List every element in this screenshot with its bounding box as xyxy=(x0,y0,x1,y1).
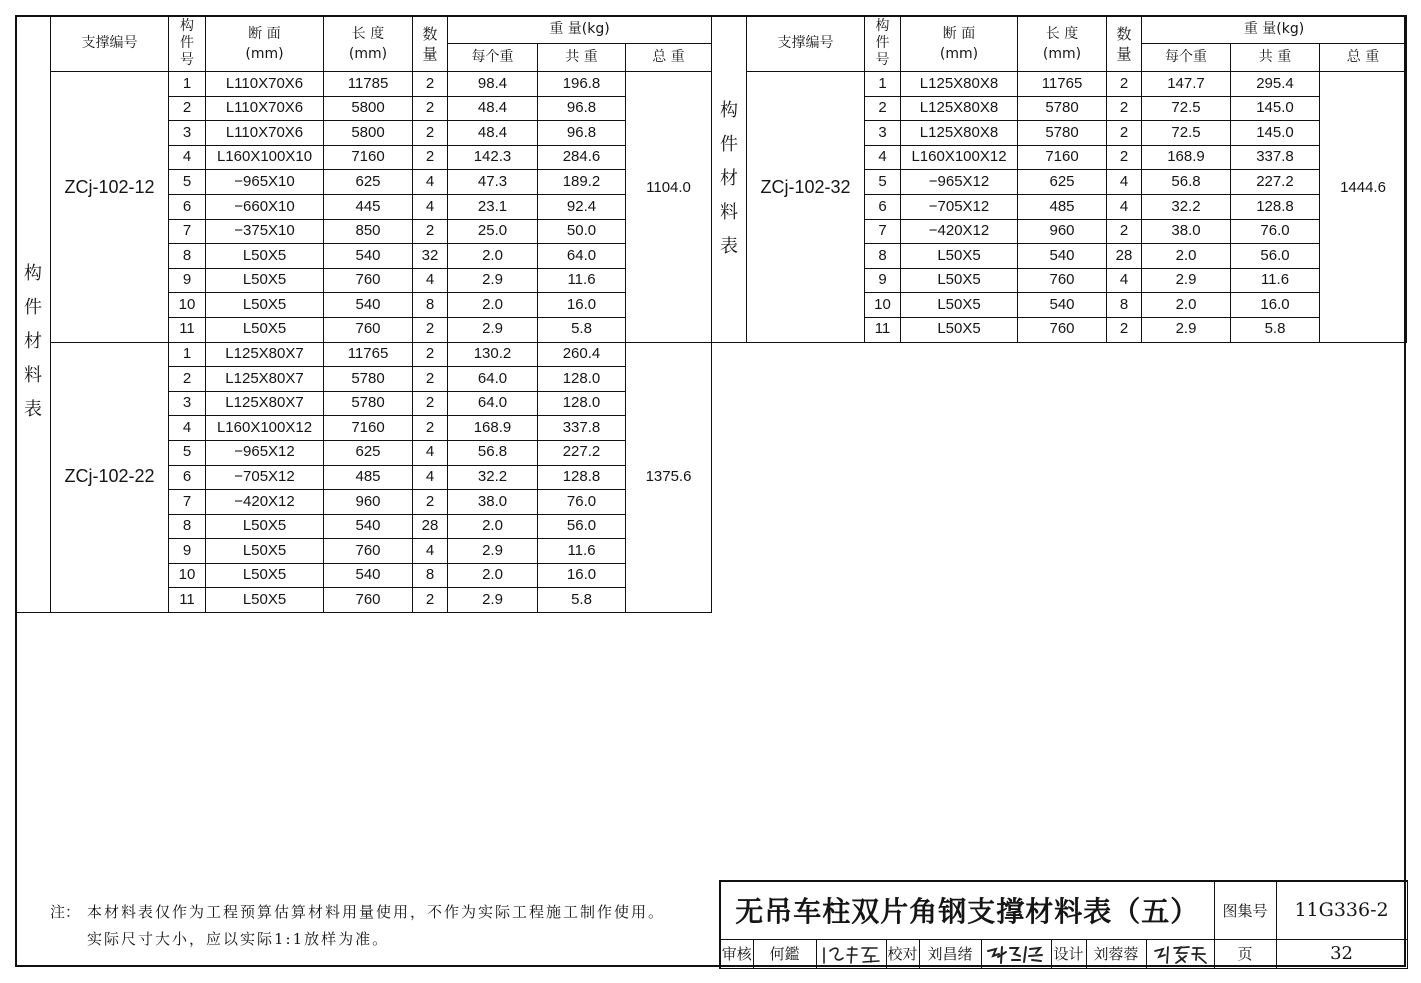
length-unit: (mm) xyxy=(348,45,388,62)
title-row xyxy=(720,881,1407,939)
quantity: 2 xyxy=(1107,72,1142,97)
unit-weight: 23.1 xyxy=(448,194,538,219)
sum-weight: 16.0 xyxy=(538,563,626,588)
length-header-text: 长 度 xyxy=(351,25,385,42)
sum-weight: 128.0 xyxy=(538,391,626,416)
atlas-no-label: 图集号 xyxy=(1214,881,1276,939)
quantity: 2 xyxy=(413,219,448,244)
length-header xyxy=(1018,16,1107,72)
unit-weight: 72.5 xyxy=(1142,96,1231,121)
unit-weight: 48.4 xyxy=(448,121,538,146)
length: 485 xyxy=(324,465,413,490)
quantity: 2 xyxy=(413,588,448,613)
unit-weight: 2.0 xyxy=(1142,244,1231,269)
part-no: 11 xyxy=(169,588,206,613)
quantity: 2 xyxy=(413,391,448,416)
length: 540 xyxy=(324,244,413,269)
unit-weight: 2.9 xyxy=(448,539,538,564)
sum-weight: 76.0 xyxy=(1231,219,1320,244)
length: 5780 xyxy=(1018,96,1107,121)
unit-weight: 2.0 xyxy=(448,563,538,588)
table-side-label-cell xyxy=(712,16,747,343)
sum-weight: 11.6 xyxy=(538,268,626,293)
table-row xyxy=(712,72,1407,97)
unit-weight: 2.9 xyxy=(1142,268,1231,293)
sum-weight: 227.2 xyxy=(538,440,626,465)
length: 485 xyxy=(1018,194,1107,219)
unit-weight: 32.2 xyxy=(448,465,538,490)
table-row xyxy=(16,72,712,97)
part-no: 4 xyxy=(169,416,206,441)
unit-weight: 130.2 xyxy=(448,342,538,367)
sum-weight: 64.0 xyxy=(538,244,626,269)
brace-no-header: 支撑编号 xyxy=(51,16,169,72)
unit-weight: 2.9 xyxy=(1142,317,1231,342)
note-prefix: 注： xyxy=(50,903,81,921)
weight-header: 重 量(kg) xyxy=(1142,16,1407,44)
section: −420X12 xyxy=(206,490,324,515)
quantity: 2 xyxy=(413,416,448,441)
section: L50X5 xyxy=(206,588,324,613)
part-no: 2 xyxy=(169,367,206,392)
quantity: 2 xyxy=(413,317,448,342)
section: L50X5 xyxy=(206,539,324,564)
quantity: 8 xyxy=(1107,293,1142,318)
sum-weight-header: 共 重 xyxy=(538,44,626,72)
sum-weight: 5.8 xyxy=(538,588,626,613)
unit-weight: 168.9 xyxy=(448,416,538,441)
page-label: 页 xyxy=(1214,939,1276,968)
reviewer-label: 审核 xyxy=(720,939,753,968)
quantity: 4 xyxy=(413,465,448,490)
unit-weight-header: 每个重 xyxy=(448,44,538,72)
checker-name: 刘昌绪 xyxy=(919,939,981,968)
table-side-label: 构件材料表 xyxy=(720,99,738,257)
length: 11765 xyxy=(1018,72,1107,97)
sum-weight: 145.0 xyxy=(1231,96,1320,121)
length: 760 xyxy=(1018,268,1107,293)
sum-weight: 16.0 xyxy=(538,293,626,318)
part-no: 3 xyxy=(169,391,206,416)
sum-weight: 227.2 xyxy=(1231,170,1320,195)
sum-weight: 76.0 xyxy=(538,490,626,515)
sum-weight: 284.6 xyxy=(538,145,626,170)
quantity: 2 xyxy=(413,121,448,146)
quantity: 4 xyxy=(1107,194,1142,219)
brace-no-header: 支撑编号 xyxy=(747,16,865,72)
length: 540 xyxy=(324,293,413,318)
part-no-header-text: 构件号 xyxy=(180,18,194,68)
page-number: 32 xyxy=(1276,939,1407,968)
total-weight: 1375.6 xyxy=(626,342,712,613)
length: 540 xyxy=(1018,244,1107,269)
quantity: 2 xyxy=(413,145,448,170)
length: 540 xyxy=(324,514,413,539)
section: L50X5 xyxy=(206,293,324,318)
part-no: 7 xyxy=(169,490,206,515)
quantity: 28 xyxy=(1107,244,1142,269)
length: 7160 xyxy=(324,145,413,170)
table-side-label: 构件材料表 xyxy=(24,263,42,421)
quantity: 4 xyxy=(413,539,448,564)
length: 7160 xyxy=(324,416,413,441)
part-no: 5 xyxy=(169,440,206,465)
unit-weight: 2.0 xyxy=(448,514,538,539)
unit-weight: 56.8 xyxy=(1142,170,1231,195)
weight-header: 重 量(kg) xyxy=(448,16,712,44)
section: L160X100X12 xyxy=(901,145,1018,170)
sum-weight: 50.0 xyxy=(538,219,626,244)
length: 960 xyxy=(324,490,413,515)
quantity: 2 xyxy=(1107,96,1142,121)
sum-weight: 92.4 xyxy=(538,194,626,219)
sum-weight: 16.0 xyxy=(1231,293,1320,318)
length: 960 xyxy=(1018,219,1107,244)
quantity: 2 xyxy=(1107,219,1142,244)
unit-weight: 56.8 xyxy=(448,440,538,465)
quantity: 4 xyxy=(413,194,448,219)
section: −375X10 xyxy=(206,219,324,244)
checker-label: 校对 xyxy=(886,939,919,968)
part-no: 2 xyxy=(865,96,901,121)
sum-weight: 260.4 xyxy=(538,342,626,367)
quantity: 2 xyxy=(1107,145,1142,170)
section: −965X12 xyxy=(901,170,1018,195)
length: 760 xyxy=(324,539,413,564)
signature-row xyxy=(720,939,1407,968)
unit-weight: 168.9 xyxy=(1142,145,1231,170)
section: L110X70X6 xyxy=(206,121,324,146)
unit-weight-header: 每个重 xyxy=(1142,44,1231,72)
reviewer-signature-cell xyxy=(816,939,886,968)
unit-weight: 72.5 xyxy=(1142,121,1231,146)
atlas-no: 11G336-2 xyxy=(1276,881,1407,939)
quantity-header xyxy=(413,16,448,72)
quantity: 28 xyxy=(413,514,448,539)
length: 850 xyxy=(324,219,413,244)
part-no: 1 xyxy=(169,342,206,367)
sum-weight: 295.4 xyxy=(1231,72,1320,97)
unit-weight: 2.0 xyxy=(1142,293,1231,318)
quantity: 4 xyxy=(413,268,448,293)
checker-signature-cell xyxy=(981,939,1051,968)
header-row-1 xyxy=(712,16,1407,44)
section: L50X5 xyxy=(206,514,324,539)
length: 625 xyxy=(324,440,413,465)
section: L50X5 xyxy=(206,317,324,342)
table-side-label-cell xyxy=(16,16,51,613)
sum-weight: 56.0 xyxy=(1231,244,1320,269)
total-weight-header: 总 重 xyxy=(1320,44,1407,72)
total-weight: 1104.0 xyxy=(626,72,712,343)
section: L160X100X12 xyxy=(206,416,324,441)
sum-weight: 128.8 xyxy=(1231,194,1320,219)
section: −705X12 xyxy=(206,465,324,490)
part-no: 4 xyxy=(865,145,901,170)
quantity: 2 xyxy=(413,342,448,367)
section: −660X10 xyxy=(206,194,324,219)
length: 5800 xyxy=(324,121,413,146)
section: L50X5 xyxy=(206,563,324,588)
section: L125X80X8 xyxy=(901,96,1018,121)
part-no: 8 xyxy=(865,244,901,269)
length: 760 xyxy=(324,588,413,613)
unit-weight: 64.0 xyxy=(448,391,538,416)
part-no: 6 xyxy=(169,465,206,490)
quantity: 8 xyxy=(413,563,448,588)
quantity: 2 xyxy=(413,96,448,121)
notes xyxy=(50,899,665,953)
quantity: 8 xyxy=(413,293,448,318)
sum-weight: 56.0 xyxy=(538,514,626,539)
unit-weight: 64.0 xyxy=(448,367,538,392)
section: −705X12 xyxy=(901,194,1018,219)
sum-weight: 96.8 xyxy=(538,96,626,121)
note-line-1 xyxy=(50,899,665,926)
unit-weight: 2.9 xyxy=(448,588,538,613)
brace-code: ZCj-102-32 xyxy=(747,72,865,343)
sum-weight: 189.2 xyxy=(538,170,626,195)
section: L125X80X7 xyxy=(206,367,324,392)
unit-weight: 25.0 xyxy=(448,219,538,244)
unit-weight: 2.9 xyxy=(448,268,538,293)
note-text-2: 实际尺寸大小，应以实际1:1放样为准。 xyxy=(87,930,390,948)
length: 445 xyxy=(324,194,413,219)
part-no: 11 xyxy=(865,317,901,342)
part-no: 1 xyxy=(169,72,206,97)
part-no: 8 xyxy=(169,514,206,539)
unit-weight: 38.0 xyxy=(448,490,538,515)
part-no: 10 xyxy=(169,563,206,588)
quantity: 2 xyxy=(413,72,448,97)
section: L125X80X8 xyxy=(901,121,1018,146)
section: −965X12 xyxy=(206,440,324,465)
length: 11765 xyxy=(324,342,413,367)
section: L125X80X7 xyxy=(206,391,324,416)
length: 625 xyxy=(1018,170,1107,195)
sum-weight: 96.8 xyxy=(538,121,626,146)
section-unit: (mm) xyxy=(245,45,284,62)
part-no: 5 xyxy=(865,170,901,195)
part-no: 9 xyxy=(169,539,206,564)
part-no: 4 xyxy=(169,145,206,170)
quantity: 2 xyxy=(413,490,448,515)
brace-code: ZCj-102-22 xyxy=(51,342,169,613)
sum-weight: 5.8 xyxy=(1231,317,1320,342)
designer-label: 设计 xyxy=(1051,939,1086,968)
left-material-table xyxy=(15,15,712,613)
sum-weight: 128.0 xyxy=(538,367,626,392)
part-no: 2 xyxy=(169,96,206,121)
sum-weight: 337.8 xyxy=(538,416,626,441)
sum-weight: 196.8 xyxy=(538,72,626,97)
sum-weight: 337.8 xyxy=(1231,145,1320,170)
section: L50X5 xyxy=(901,268,1018,293)
quantity: 4 xyxy=(413,440,448,465)
section-unit: (mm) xyxy=(939,45,979,62)
sum-weight: 128.8 xyxy=(538,465,626,490)
section-header-text: 断 面 xyxy=(942,25,976,42)
reviewer-signature xyxy=(819,942,883,966)
section: L160X100X10 xyxy=(206,145,324,170)
unit-weight: 48.4 xyxy=(448,96,538,121)
part-no-header xyxy=(169,16,206,72)
title-block xyxy=(719,880,1408,969)
part-no: 5 xyxy=(169,170,206,195)
unit-weight: 2.0 xyxy=(448,244,538,269)
brace-code: ZCj-102-12 xyxy=(51,72,169,343)
note-line-2 xyxy=(50,926,665,953)
unit-weight: 2.0 xyxy=(448,293,538,318)
part-no: 6 xyxy=(865,194,901,219)
part-no: 8 xyxy=(169,244,206,269)
quantity-header-text: 数量 xyxy=(1116,24,1132,63)
section: L50X5 xyxy=(206,268,324,293)
part-no: 11 xyxy=(169,317,206,342)
length: 540 xyxy=(324,563,413,588)
section: L110X70X6 xyxy=(206,72,324,97)
unit-weight: 38.0 xyxy=(1142,219,1231,244)
section: L50X5 xyxy=(901,244,1018,269)
quantity: 32 xyxy=(413,244,448,269)
part-no: 6 xyxy=(169,194,206,219)
part-no: 7 xyxy=(169,219,206,244)
length-unit: (mm) xyxy=(1042,45,1082,62)
section: −420X12 xyxy=(901,219,1018,244)
section: L50X5 xyxy=(901,317,1018,342)
length: 11785 xyxy=(324,72,413,97)
part-no-header xyxy=(865,16,901,72)
section: L110X70X6 xyxy=(206,96,324,121)
quantity: 4 xyxy=(1107,170,1142,195)
part-no: 1 xyxy=(865,72,901,97)
length: 7160 xyxy=(1018,145,1107,170)
length: 540 xyxy=(1018,293,1107,318)
sum-weight: 11.6 xyxy=(538,539,626,564)
quantity: 2 xyxy=(413,367,448,392)
sum-weight: 5.8 xyxy=(538,317,626,342)
unit-weight: 147.7 xyxy=(1142,72,1231,97)
length: 5780 xyxy=(1018,121,1107,146)
part-no-header-text: 构件号 xyxy=(875,18,890,68)
part-no: 10 xyxy=(169,293,206,318)
section: L50X5 xyxy=(206,244,324,269)
part-no: 3 xyxy=(169,121,206,146)
quantity: 2 xyxy=(1107,121,1142,146)
section: L125X80X8 xyxy=(901,72,1018,97)
header-row-1 xyxy=(16,16,712,44)
part-no: 3 xyxy=(865,121,901,146)
sum-weight: 145.0 xyxy=(1231,121,1320,146)
drawing-title: 无吊车柱双片角钢支撑材料表（五） xyxy=(720,881,1214,939)
reviewer-name: 何鑑 xyxy=(753,939,816,968)
section-header-text: 断 面 xyxy=(248,25,281,42)
designer-name: 刘蓉蓉 xyxy=(1086,939,1146,968)
length: 760 xyxy=(324,317,413,342)
designer-signature-cell xyxy=(1146,939,1214,968)
right-material-table xyxy=(711,15,1407,343)
section: −965X10 xyxy=(206,170,324,195)
table-row xyxy=(16,342,712,367)
length: 5780 xyxy=(324,367,413,392)
unit-weight: 2.9 xyxy=(448,317,538,342)
part-no: 9 xyxy=(865,268,901,293)
unit-weight: 32.2 xyxy=(1142,194,1231,219)
note-text-1: 本材料表仅作为工程预算估算材料用量使用，不作为实际工程施工制作使用。 xyxy=(87,903,666,921)
part-no: 7 xyxy=(865,219,901,244)
sum-weight-header: 共 重 xyxy=(1231,44,1320,72)
section: L50X5 xyxy=(901,293,1018,318)
length: 5800 xyxy=(324,96,413,121)
section-header xyxy=(206,16,324,72)
quantity: 4 xyxy=(1107,268,1142,293)
section-header xyxy=(901,16,1018,72)
part-no: 10 xyxy=(865,293,901,318)
checker-signature xyxy=(984,942,1048,966)
unit-weight: 142.3 xyxy=(448,145,538,170)
part-no: 9 xyxy=(169,268,206,293)
designer-signature xyxy=(1149,942,1211,966)
length: 760 xyxy=(324,268,413,293)
quantity-header xyxy=(1107,16,1142,72)
length: 625 xyxy=(324,170,413,195)
sum-weight: 11.6 xyxy=(1231,268,1320,293)
unit-weight: 98.4 xyxy=(448,72,538,97)
unit-weight: 47.3 xyxy=(448,170,538,195)
quantity-header-text: 数量 xyxy=(422,24,438,63)
quantity: 4 xyxy=(413,170,448,195)
length-header xyxy=(324,16,413,72)
length: 5780 xyxy=(324,391,413,416)
total-weight: 1444.6 xyxy=(1320,72,1407,343)
section: L125X80X7 xyxy=(206,342,324,367)
length: 760 xyxy=(1018,317,1107,342)
total-weight-header: 总 重 xyxy=(626,44,712,72)
length-header-text: 长 度 xyxy=(1045,25,1079,42)
quantity: 2 xyxy=(1107,317,1142,342)
